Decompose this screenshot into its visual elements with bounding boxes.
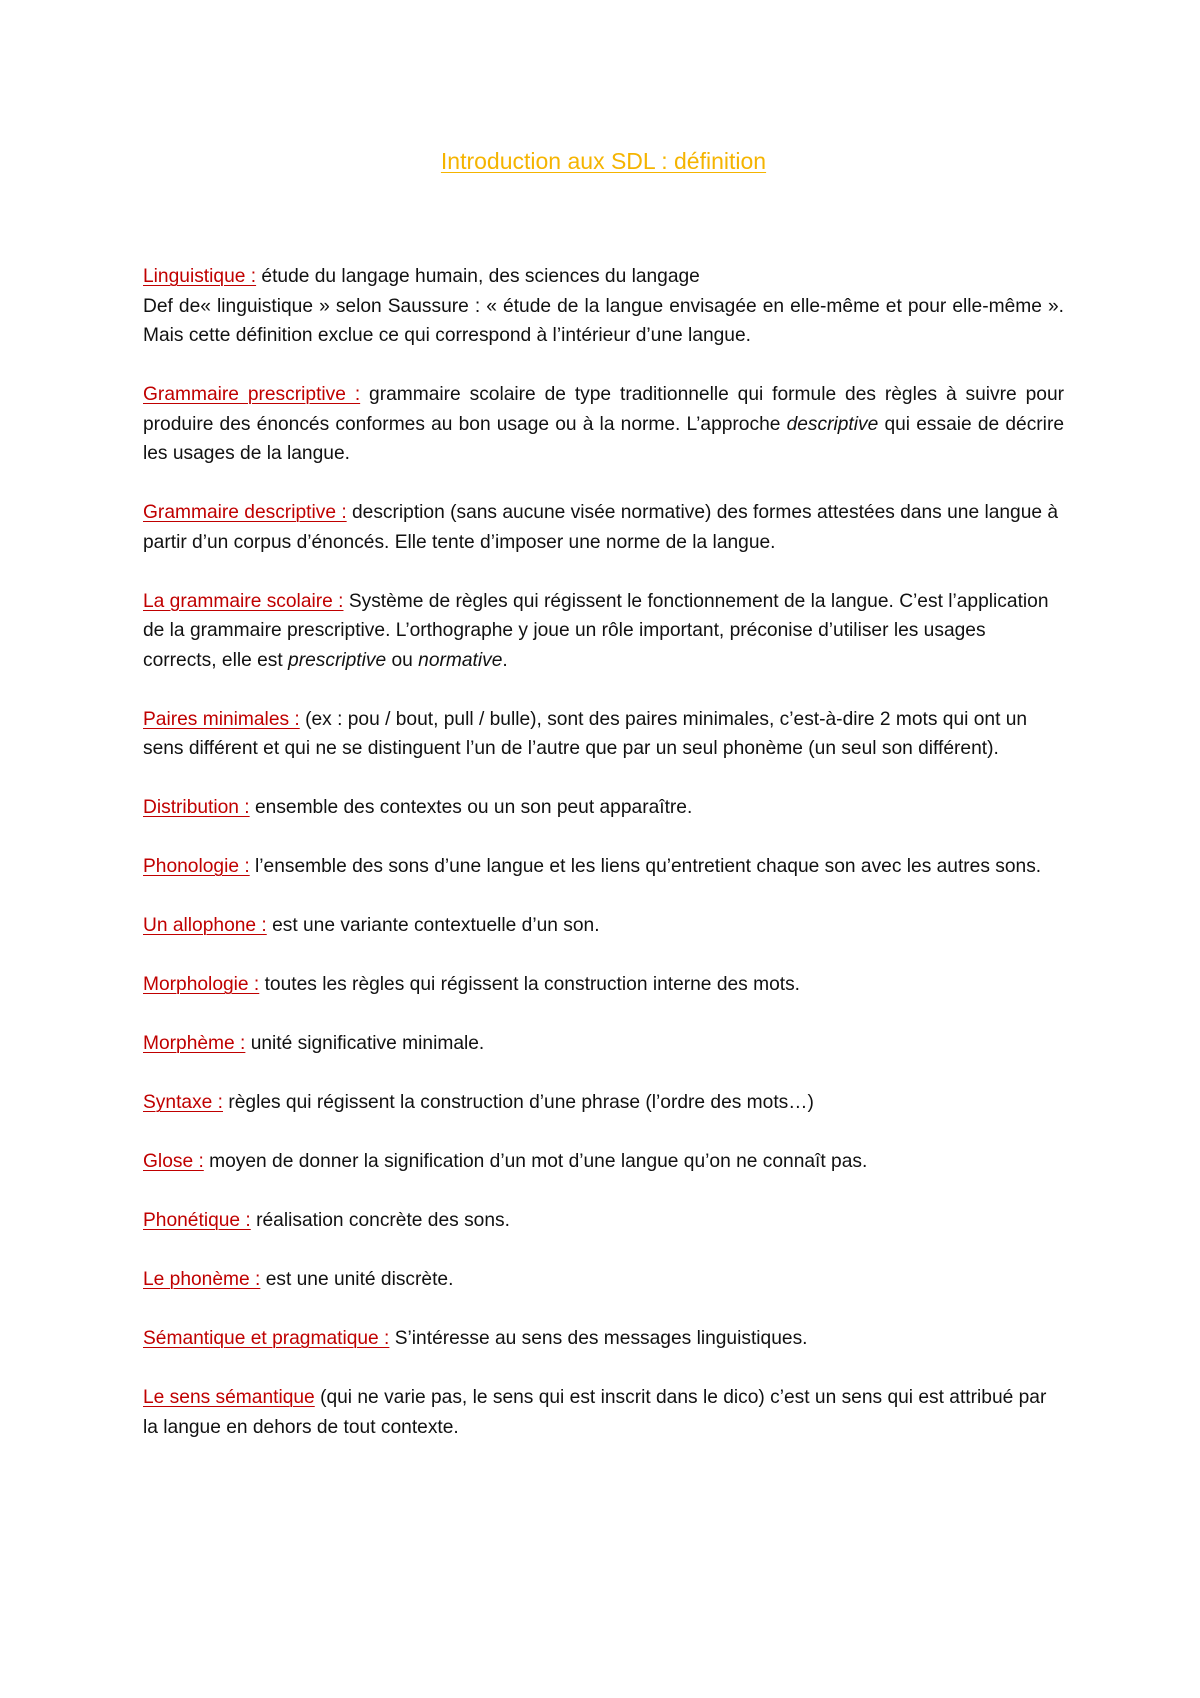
definition-term: Distribution : (143, 797, 250, 818)
definition-text: l’ensemble des sons d’une langue et les liens qu’entretient chaque son avec les autres sons. (249, 856, 1042, 877)
definition-term: Morphème : (143, 1033, 246, 1054)
definition-text: . (502, 649, 508, 671)
definition-text: ou (386, 649, 419, 671)
definition-phonetique (143, 1206, 1064, 1236)
definition-text: toutes les règles qui régissent la construction interne des mots. (259, 974, 800, 995)
definition-term: Linguistique : (143, 266, 257, 287)
definition-term: Sémantique et pragmatique : (143, 1328, 390, 1349)
definition-term: Morphologie : (143, 974, 260, 995)
definition-term: Phonologie : (143, 856, 250, 877)
definition-text: Système de règles qui régissent le fonctionnement de la langue. C’est l’application de la grammaire prescriptive. L’orthographe y joue un rôle important, préconise d’utiliser les usages corrects, elle est (143, 590, 1049, 671)
definition-text: qui essaie de décrire les usages de la langue. (143, 413, 1065, 464)
definition-term: Glose : (143, 1151, 204, 1172)
definition-text: règles qui régissent la construction d’une phrase (l’ordre des mots…) (223, 1092, 814, 1113)
definition-term: Grammaire descriptive : (143, 502, 347, 523)
definition-emphasis: normative (418, 649, 503, 671)
definition-term: Grammaire prescriptive : (143, 384, 361, 405)
definition-grammaire-prescriptive (143, 380, 1064, 469)
definition-text: (ex : pou / bout, pull / bulle), sont des paires minimales, c’est-à-dire 2 mots qui ont un sens différent et qui ne se distinguent l’un de l’autre que par un seul phonème (un seul son différent). (143, 708, 1028, 759)
definition-text: étude du langage humain, des sciences du langage (256, 266, 700, 287)
definition-list (143, 262, 1064, 1442)
definition-emphasis: prescriptive (288, 649, 387, 671)
definition-term: Phonétique : (143, 1210, 251, 1231)
definition-glose (143, 1147, 1064, 1177)
definition-semantique-pragmatique (143, 1324, 1064, 1354)
definition-text: unité significative minimale. (245, 1033, 485, 1054)
definition-morphologie (143, 970, 1064, 1000)
definition-allophone (143, 911, 1064, 941)
definition-grammaire-descriptive (143, 498, 1064, 557)
definition-distribution (143, 793, 1064, 823)
definition-text: S’intéresse au sens des messages linguistiques. (389, 1328, 808, 1349)
definition-text: ensemble des contextes ou un son peut apparaître. (249, 797, 693, 818)
definition-morpheme (143, 1029, 1064, 1059)
definition-phoneme (143, 1265, 1064, 1295)
definition-text: grammaire scolaire de type traditionnelle qui formule des règles à suivre pour produire des énoncés conformes au bon usage ou à la norme. L’approche (143, 384, 1065, 435)
definition-syntaxe (143, 1088, 1064, 1118)
definition-linguistique (143, 262, 1064, 351)
definition-phonologie (143, 852, 1064, 882)
definition-text: est une variante contextuelle d’un son. (266, 915, 600, 936)
definition-text: réalisation concrète des sons. (250, 1210, 510, 1231)
definition-term: Le sens sémantique (143, 1387, 315, 1408)
definition-text: Def de« linguistique » selon Saussure : « étude de la langue envisagée en elle-même et pour elle-même ». Mais cette définition exclue ce qui correspond à l’intérieur d’une langue. (143, 295, 1064, 346)
definition-grammaire-scolaire (143, 587, 1064, 676)
definition-emphasis: descriptive (786, 413, 879, 435)
definition-text: description (sans aucune visée normative) des formes attestées dans une langue à partir d’un corpus d’énoncés. Elle tente d’imposer une norme de la langue. (143, 502, 1059, 553)
definition-text: est une unité discrète. (260, 1269, 454, 1290)
definition-term: Syntaxe : (143, 1092, 223, 1113)
definition-text: (qui ne varie pas, le sens qui est inscrit dans le dico) c’est un sens qui est attribué par la langue en dehors de tout contexte. (143, 1387, 1047, 1438)
page-title: Introduction aux SDL : définition (440, 148, 767, 174)
definition-term: Paires minimales : (143, 708, 300, 730)
definition-term: Un allophone : (143, 915, 267, 936)
definition-sens-semantique (143, 1383, 1064, 1442)
definition-term: La grammaire scolaire : (143, 590, 344, 612)
definition-text: moyen de donner la signification d’un mot d’une langue qu’on ne connaît pas. (203, 1151, 868, 1172)
definition-line (143, 262, 1064, 292)
definition-paires-minimales (143, 705, 1064, 764)
definition-term: Le phonème : (143, 1269, 261, 1290)
